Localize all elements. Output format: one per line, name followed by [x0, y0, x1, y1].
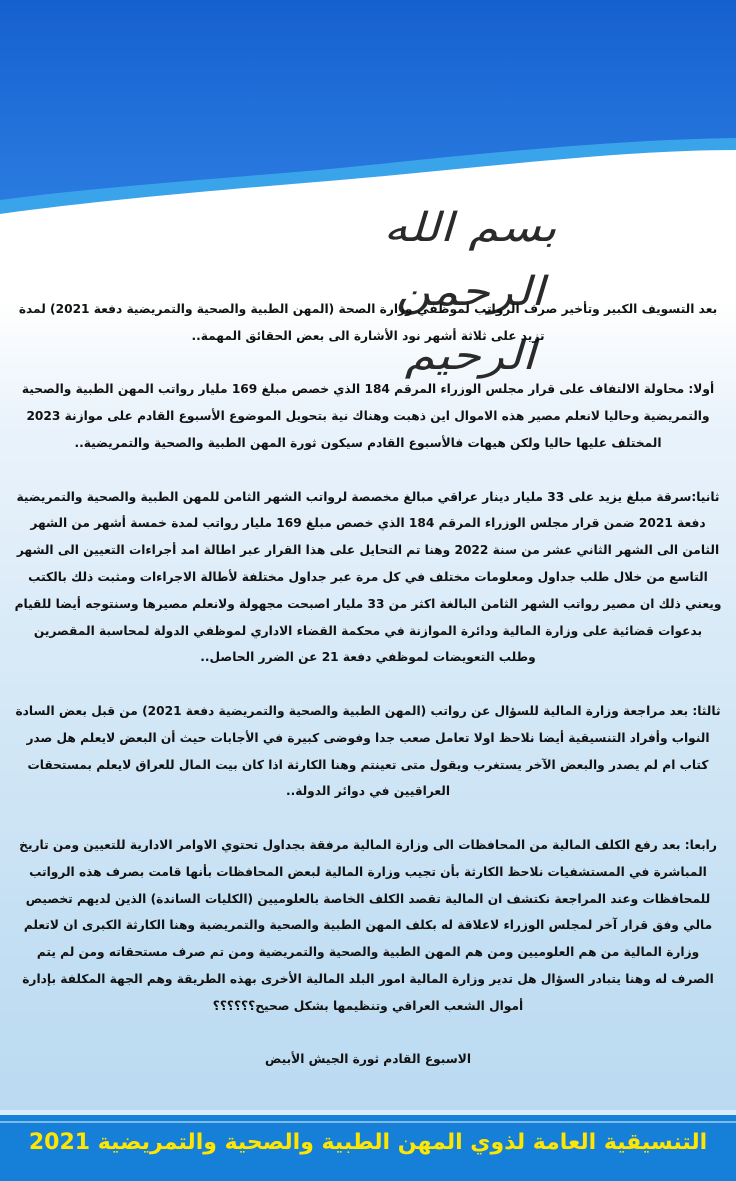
point-three-paragraph: ثالثا: بعد مراجعة وزارة المالية للسؤال عن رواتب (المهن الطبية والصحية والتمريضية دفعة 2021) من قبل بعض السادة النواب وأفراد التنسيقية أيضا نلاحظ اولا تعامل صعب جدا وفوضى كبيرة في الأجابات حيث أن البعض لايعلم هل صدر كتاب ام لم يصدر والبعض الآخر يستغرب ويقول متى تعينتم وهنا الكارثة اذا كان بيت المال للعراق لايعلم بمستحقات العراقيين في دوائر الدولة.. [15, 703, 721, 799]
intro-paragraph: بعد التسويف الكبير وتأخير صرف الرواتب لموظفي وزارة الصحة (المهن الطبية والصحية والتمريضية دفعة 2021) لمدة تزيد على ثلاثة أشهر نود الأشارة الى بعض الحقائق المهمة.. [18, 302, 718, 343]
closing-slogan: الاسبوع القادم ثورة الجيش الأبيض [264, 1052, 472, 1067]
basmala-calligraphy: بسم الله الرحمن الرحيم [383, 205, 557, 379]
point-two-paragraph: ثانيا:سرقة مبلغ يزيد على 33 مليار دينار عراقي مبالغ مخصصة لرواتب الشهر الثامن للمهن الطبية والصحية والتمريضية دفعة 2021 ضمن قرار مجلس الوزراء المرقم 184 الذي خصص مبلغ 169 مليار رواتب لمدة خمسة أشهر من الشهر الثامن الى الشهر الثاني عشر من سنة 2022 وهنا تم التحايل على هذا القرار عبر اطالة امد أجراءات التعيين الى الشهر التاسع من خلال طلب جداول ومعلومات مختلف في كل مرة عبر جداول مختلفة لأطالة الاجراءات ومثبت ذلك بالكتب ويعني ذلك ان مصير رواتب الشهر الثامن البالغة اكثر من 33 مليار اصبحت مجهولة ولانعلم مصيرها وسنتوجه أيضا للقيام بدعوات قضائية على وزارة المالية ودائرة الموازنة في محكمة القضاء الاداري لموظفي الدولة لمحاسبة المقصرين وطلب التعويضات لموظفي دفعة 21 عن الضرر الحاصل.. [14, 489, 722, 665]
point-four-paragraph: رابعا: بعد رفع الكلف المالية من المحافظات الى وزارة المالية مرفقة بجداول تحتوي الاوامر الادارية للتعيين ومن تاريخ المباشرة في المستشفيات نلاحظ الكارثة بأن تجيب وزارة المالية لبعض المحافظات بأنها قامت بصرف هذه الرواتب للمحافظات وعند المراجعة نكتشف ان المالية تقصد الكلف الخاصة بالعلوميين (الكليات الساندة) الذين لديهم تخصيص مالي وفق قرار آخر لمجلس الوزراء لاعلاقة له بكلف المهن الطبية والصحية والتمريضية وهنا الكارثة الكبرى ان لاتعلم وزارة المالية من هم العلوميين ومن هم المهن الطبية والصحية والتمريضية ومن تم صرف مستحقاته ومن لم يتم الصرف له وهنا يتبادر السؤال هل تدير وزارة المالية امور البلد المالية الأخرى بهذه الطريقة وهم الجهة المكلفة بإدارة أموال الشعب العراقي وتنظيمها بشكل صحيح؟؟؟؟؟؟ [19, 837, 717, 1013]
statement-body [14, 296, 722, 1096]
point-one-paragraph: أولا: محاولة الالتفاف على قرار مجلس الوزراء المرقم 184 الذي خصص مبلغ 169 مليار رواتب المهن الطبية والصحية والتمريضية وحاليا لانعلم مصير هذه الاموال اين ذهبت وهناك نية بتحويل الموضوع الأسبوع القادم على موازنة 2023 المختلف عليها حاليا ولكن هيهات فالأسبوع القادم سيكون ثورة المهن الطبية والصحية والتمريضية.. [21, 382, 715, 450]
footer-title: التنسيقية العامة لذوي المهن الطبية والصحية والتمريضية 2021 [28, 1130, 708, 1155]
